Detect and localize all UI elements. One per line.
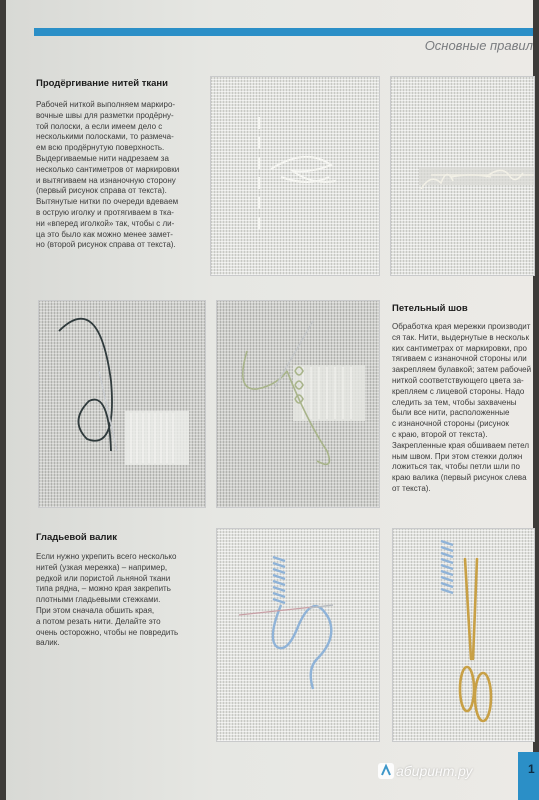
book-page: [6, 0, 533, 800]
section-text-satin-roll: Если нужно укрепить всего несколько нитей (узкая мережка) – например, редкой или пористой льняной ткани типа рядна, – можно края закрепить плотными гладьевыми стежками. При этом сначала обшить края, а потом резать нити. Делайте это очень осторожно, чтобы не повредить валик.: [36, 552, 179, 648]
marking-stitches-illustration: [211, 77, 379, 275]
photo-marking-stitches: [210, 76, 380, 276]
header-bar: [34, 28, 533, 53]
photo-blue-satin-roll: [216, 528, 380, 742]
section-title-buttonhole-stitch: Петельный шов: [392, 303, 468, 314]
section-title-drawn-threads: Продёргивание нитей ткани: [36, 78, 168, 89]
section-text-drawn-threads: Рабочей ниткой выполняем маркиро- вочные швы для разметки продёрну- той полоски, а если имеем дело с несколькими полосками, то размеча- ем всю продёрнутую поверхность. Выдергиваемые нити надрезаем за несколько сантиметров от маркировки и вытягиваем на изнаночную сторону (первый рисунок справа от текста). Вытянутые нитки по очереди вдеваем в острую иголку и протягиваем в тка- ни «вперед иголкой» так, чтобы с ли- ца это было как можно менее замет- но (второй рисунок справа от текста).: [36, 100, 180, 250]
section-title-satin-roll: Гладьевой валик: [36, 532, 118, 543]
photo-scissors-cutting: [392, 528, 535, 742]
photo-green-thread-loops: [216, 300, 380, 508]
photo-dark-thread-needle: [38, 300, 206, 508]
green-thread-illustration: [217, 301, 379, 507]
labirint-logo-icon: [378, 763, 394, 779]
blue-satin-roll-illustration: [217, 529, 379, 741]
pulled-threads-illustration: [391, 77, 534, 275]
watermark-text: абиринт.ру: [396, 763, 473, 779]
page-number-tab: [518, 752, 539, 800]
scissors-illustration: [393, 529, 534, 741]
section-text-buttonhole-stitch: Обработка края мережки производит ся так. Нити, выдернутые в нескольк ких сантиметрах от маркировки, про тягиваем с изнаночной стороны или закрепляем булавкой; затем рабочей ниткой соответствующего цвета за- крепляем с лицевой стороны. Надо следить за тем, чтобы захвачены были все нити, расположенные с изнаночной стороны (рисунок с краю, второй от текста). Закрепленные края обшиваем петел ным швом. При этом стежки должн ложиться так, чтобы петли шли по краю валика (первый рисунок слева от текста).: [392, 322, 532, 493]
header-title: Основные правил: [424, 38, 533, 53]
photo-pulled-threads: [390, 76, 535, 276]
page-number: 1: [528, 762, 535, 776]
labirint-logo-glyph: [378, 763, 394, 779]
dark-thread-illustration: [39, 301, 205, 507]
